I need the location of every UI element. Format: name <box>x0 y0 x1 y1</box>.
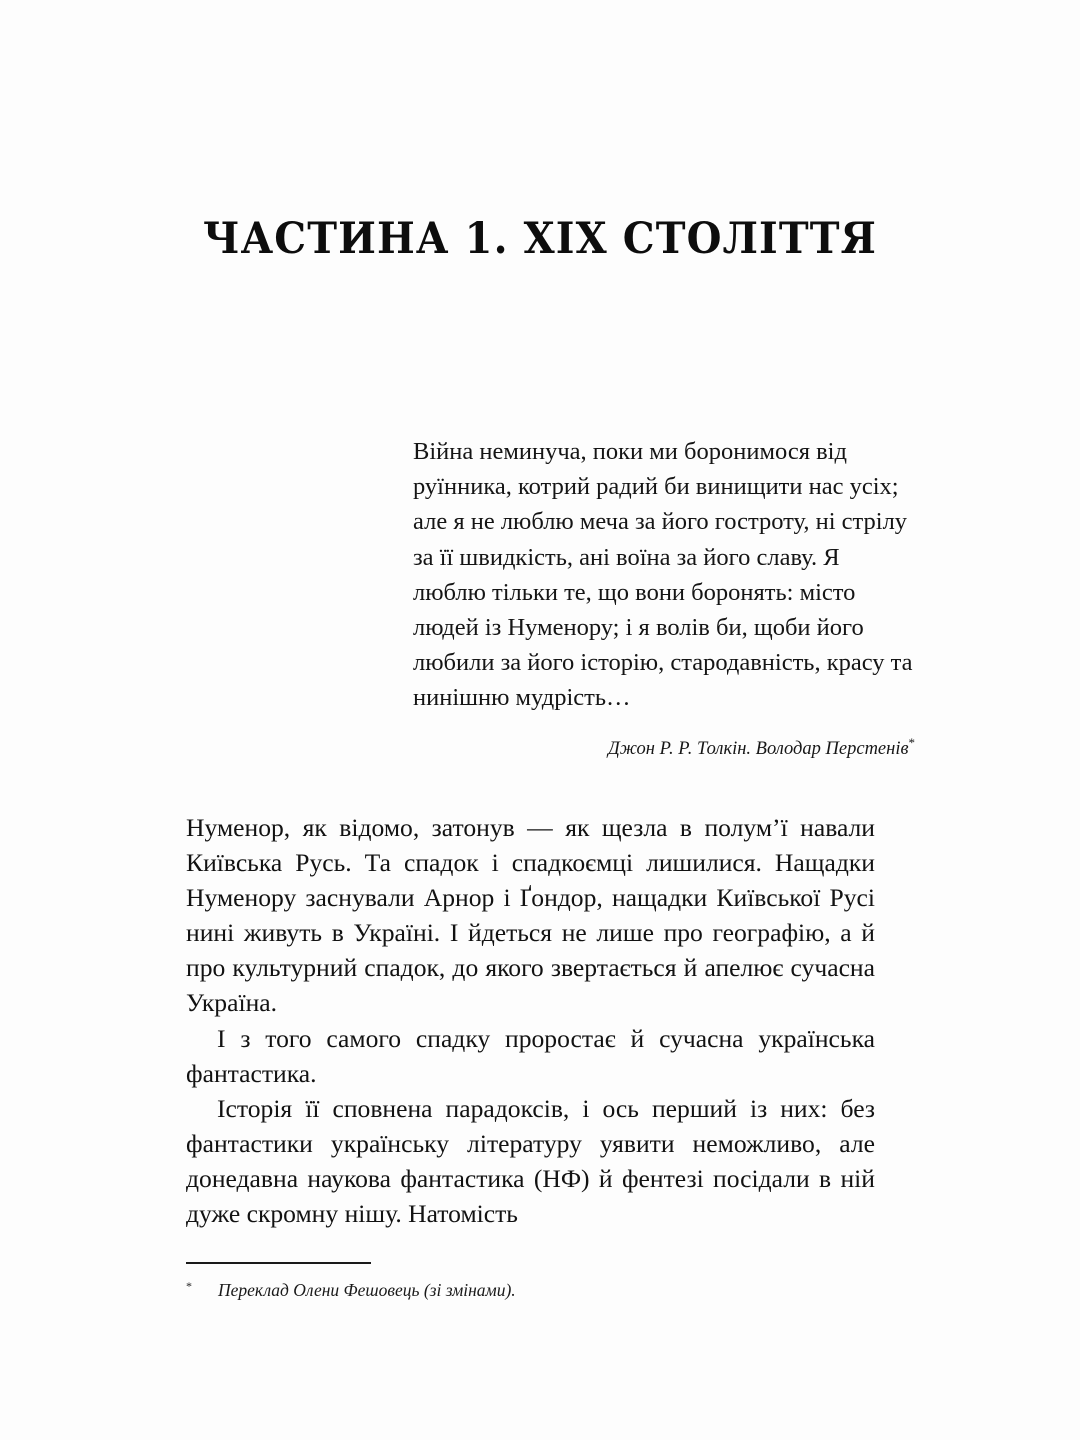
epigraph-block <box>413 434 915 762</box>
body-paragraph: Нуменор, як відомо, затонув — як щезла в полум’ї навали Київська Русь. Та спадок і спадкоємці лишилися. Нащадки Нуменору заснували Арнор і Ґондор, нащадки Київської Русі нині живуть в Україні. І йдеться не лише про географію, а й про культурний спадок, до якого звертається й апелює сучасна Україна. <box>186 813 875 1018</box>
footnote-marker: * <box>186 1279 192 1293</box>
footnote-block <box>186 1262 875 1302</box>
footnote-entry <box>186 1278 875 1302</box>
epigraph-quote: Війна неминуча, поки ми боронимося від руїнника, котрий радий би винищити нас усіх; але я не люблю меча за його гостроту, ні стрілу за її швидкість, ані воїна за його славу. Я люблю тільки те, що вони боронять: місто людей із Нуменору; і я волів би, щоби його любили за його історію, стародавність, красу та нинішню мудрість… <box>413 438 913 712</box>
page-title: ЧАСТИНА 1. XIX СТОЛІТТЯ <box>202 213 878 264</box>
footnote-separator-rule <box>186 1262 371 1264</box>
body-paragraph: І з того самого спадку проростає й сучасна українська фантастика. <box>186 1023 875 1088</box>
body-text <box>186 810 875 1231</box>
body-paragraph: Історія її сповнена парадоксів, і ось перший із них: без фантастики українську літературу уявити неможливо, але донедавна наукова фантастика (НФ) й фентезі посідали в ній дуже скромну нішу. Натомість <box>186 1093 875 1229</box>
epigraph-attribution-text: Джон Р. Р. Толкін. Володар Перстенів <box>608 738 909 759</box>
footnote-reference-marker: * <box>908 734 915 750</box>
footnote-text: Переклад Олени Фешовець (зі змінами). <box>218 1280 516 1300</box>
epigraph-attribution <box>413 716 915 762</box>
